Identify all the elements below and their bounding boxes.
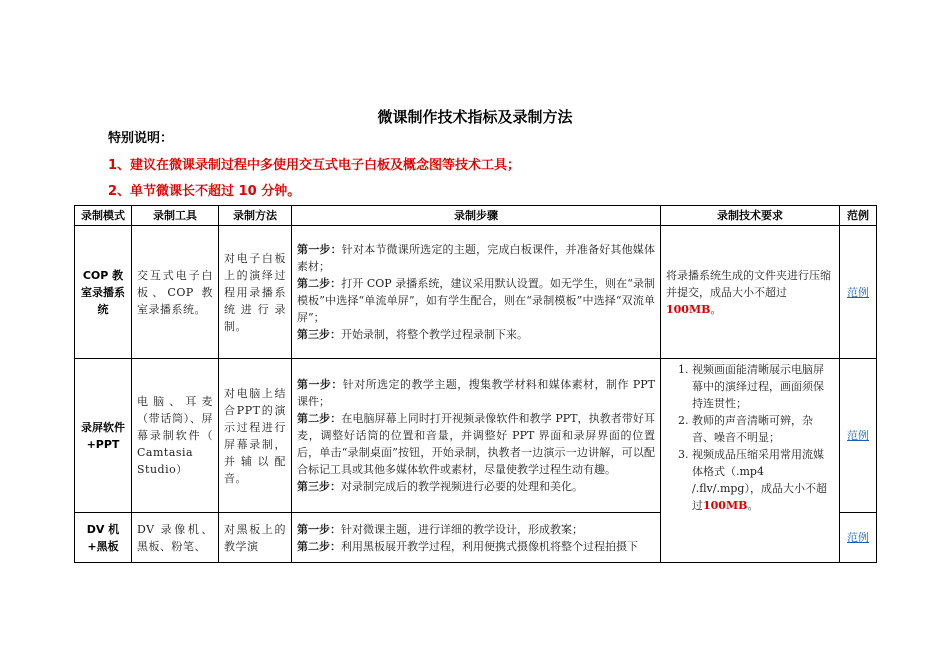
example-link[interactable]: 范例 <box>847 429 869 442</box>
step-1: 第一步：针对本节微课所选定的主题，完成白板课件，并准备好其他媒体素材； <box>297 243 656 273</box>
header-tools: 录制工具 <box>132 206 219 226</box>
header-mode: 录制模式 <box>75 206 132 226</box>
method-cell: 对黑板上的教学演 <box>219 513 292 563</box>
note-1: 1、建议在微课录制过程中多使用交互式电子白板及概念图等技术工具； <box>108 158 521 173</box>
requirements-cell <box>661 359 840 563</box>
tools-cell: DV 录像机、黑板、粉笔、 <box>132 513 219 563</box>
table-row <box>75 359 877 513</box>
step-1: 第一步：针对微课主题，进行详细的教学设计，形成教案； <box>297 522 583 536</box>
example-cell <box>840 226 877 359</box>
example-cell <box>840 359 877 513</box>
requirement-item: 2. 教师的声音清晰可辨，杂音、噪音不明显； <box>692 412 834 446</box>
size-limit: 100MB <box>703 499 748 512</box>
mode-cell: DV 机+黑板 <box>75 513 132 563</box>
method-cell: 对电脑上结合PPT的演示过程进行屏幕录制，并辅以配音。 <box>219 359 292 513</box>
header-steps: 录制步骤 <box>292 206 661 226</box>
document-title: 微课制作技术指标及录制方法 <box>377 108 573 126</box>
size-limit: 100MB <box>666 302 711 316</box>
table-row <box>75 226 877 359</box>
steps-cell <box>292 226 661 359</box>
tools-cell: 交互式电子白板、COP 教室录播系统。 <box>132 226 219 359</box>
tools-cell: 电脑、耳麦（带话筒）、屏幕录制软件（ Camtasia Studio） <box>132 359 219 513</box>
step-2: 第二步：打开 COP 录播系统，建议采用默认设置。如无学生，则在“录制模板”中选择“单流单屏”，如有学生配合，则在“录制模板”中选择“双流单屏”； <box>297 277 656 324</box>
step-3: 第三步：开始录制，将整个教学过程录制下来。 <box>297 328 528 341</box>
steps-cell <box>292 513 661 563</box>
requirements-list <box>666 361 834 514</box>
example-link[interactable]: 范例 <box>847 531 869 544</box>
header-method: 录制方法 <box>219 206 292 226</box>
method-cell: 对电子白板上的演绎过程用录播系统进行录制。 <box>219 226 292 359</box>
requirement-item: 1. 视频画面能清晰展示电脑屏幕中的演绎过程，画面须保持连贯性； <box>692 361 834 412</box>
header-requirements: 录制技术要求 <box>661 206 840 226</box>
step-1: 第一步：针对所选定的教学主题，搜集教学材料和媒体素材，制作 PPT 课件； <box>297 378 655 408</box>
mode-cell: COP 教室录播系统 <box>75 226 132 359</box>
example-cell <box>840 513 877 563</box>
mode-cell: 录屏软件+PPT <box>75 359 132 513</box>
header-example: 范例 <box>840 206 877 226</box>
requirements-cell: 将录播系统生成的文件夹进行压缩并提交，成品大小不超过100MB。 <box>661 226 840 359</box>
step-3: 第三步：对录制完成后的教学视频进行必要的处理和美化。 <box>297 480 583 493</box>
table-header-row <box>75 206 877 226</box>
step-2: 第二步：在电脑屏幕上同时打开视频录像软件和教学 PPT，执教者带好耳麦，调整好话筒的位置和音量，并调整好 PPT 界面和录屏界面的位置后，单击“录制桌面”按钮，开始录制，执教者一边演示一边讲解，可以配合标记工具或其他多媒体软件或素材，尽量使教学过程生动有趣。 <box>297 412 656 476</box>
step-2: 第二步：利用黑板展开教学过程，利用便携式摄像机将整个过程拍摄下 <box>297 539 638 553</box>
example-link[interactable]: 范例 <box>847 285 869 299</box>
note-heading: 特别说明： <box>108 131 174 146</box>
requirement-item: 3. 视频成品压缩采用常用流媒体格式（.mp4 /.flv/.mpg），成品大小不超过100MB。 <box>692 446 834 514</box>
steps-cell <box>292 359 661 513</box>
note-2: 2、单节微课长不超过 10 分钟。 <box>108 184 301 199</box>
recording-methods-table <box>74 205 877 563</box>
